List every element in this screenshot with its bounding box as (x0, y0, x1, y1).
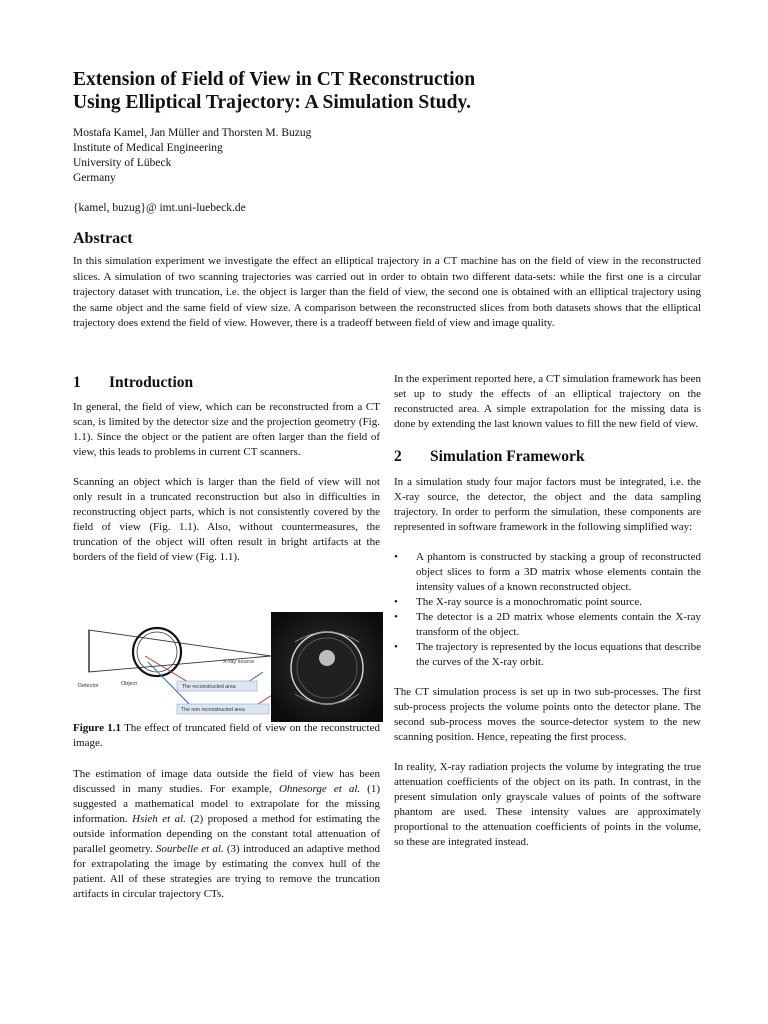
left-column (73, 372, 380, 565)
abstract-text: In this simulation experiment we investigate the effect an elliptical trajectory in a CT machine has on the field of view in the reconstructed slices. A simulation of two scanning trajectories was carried out in order to obtain two different data-sets: while the first one is a circular trajectory dataset with truncation, i.e. the object is larger than the field of view, the second one is obtained with an elliptical trajectory using the same object and the same field of view size. A comparison between the reconstructed slices from both datasets shows that the elliptical trajectory does extend the field of view. However, there is a tradeoff between field of view and image quality. (73, 255, 701, 329)
label-xray-source: X-ray source (223, 659, 255, 665)
reference-hsieh: Hsieh et al. (132, 813, 186, 825)
list-item (394, 610, 701, 640)
section-heading-introduction (73, 372, 380, 394)
right-column (394, 372, 701, 850)
email: {kamel, buzug}@ imt.uni-luebeck.de (73, 202, 246, 214)
list-item-text: The X-ray source is a monochromatic point source. (416, 596, 643, 608)
caption-text: The effect of truncated field of view on the reconstructed image. (73, 722, 380, 749)
component-list (394, 550, 701, 670)
figure-caption (73, 721, 380, 751)
section-heading-simulation (394, 446, 701, 468)
bullet: • (394, 551, 398, 563)
list-item-text: The trajectory is represented by the locus equations that describe the curves of the X-ray orbit. (416, 641, 701, 668)
intro-paragraph-2: Scanning an object which is larger than the field of view will not only result in a truncated reconstruction but also in difficulties in reconstructing object parts, which is not consistently covered by the field of view (Fig. 1.1). Also, without countermeasures, the truncation of the object will often result in bright artifacts at the borders of the field of view (Fig. 1.1). (73, 476, 380, 563)
reference-sourbelle: Sourbelle et al. (155, 843, 224, 855)
figure-diagram (73, 612, 383, 722)
ct-bright-ring (291, 632, 363, 704)
p3-text-d: (3) introduced an adaptive method for extrapolating the image by estimating the convex hull of the patient. All of these strategies are trying to remove the truncation artifacts in circular trajectory CTs. (73, 843, 381, 900)
left-column-lower (73, 767, 380, 902)
ct-structure (319, 650, 335, 666)
authors: Mostafa Kamel, Jan Müller and Thorsten M. Buzug (73, 127, 312, 139)
title-line-2: Using Elliptical Trajectory: A Simulation Study. (73, 92, 471, 113)
affiliation-country: Germany (73, 172, 116, 184)
reference-ohnesorge: Ohnesorge et al. (278, 783, 361, 795)
intro-paragraph-right: In the experiment reported here, a CT simulation framework has been set up to study the effects of an elliptical trajectory on the reconstructed area. A simple extrapolation for the missing data is done by extending the last known values to fill the new field of view. (394, 373, 701, 430)
p3-text-a: The estimation of image data outside the field of view has been discussed in many studies. For example, (73, 768, 380, 795)
intro-paragraph-3 (73, 767, 380, 902)
p3-text-c: (2) proposed a method for estimating the outside information depending on the constant total attenuation of parallel geometry. (73, 813, 380, 855)
sim-paragraph-3: In reality, X-ray radiation projects the volume by integrating the true attenuation coefficients of the object on its path. In contrast, in the present simulation only grayscale values of points of the software phantom are used. These intensity values are approximately proportional to the attenuation coefficients of points in the volume, so these are integrated instead. (394, 761, 701, 848)
affiliation-university: University of Lübeck (73, 157, 172, 169)
section-title: Introduction (109, 374, 194, 391)
section-title: Simulation Framework (430, 448, 585, 465)
section-number: 1 (73, 374, 81, 391)
caption-label: Figure 1.1 (73, 722, 121, 734)
sim-paragraph-2: The CT simulation process is set up in two sub-processes. The first sub-process projects the volume points onto the detector plane. The second sub-process moves the source-detector system to the new scanning position. Hence, repeating the first process. (394, 686, 701, 743)
intro-paragraph-1: In general, the field of view, which can be reconstructed from a CT scan, is limited by the detector size and the projection geometry (Fig. 1.1). Since the object or the patient are often larger than the field of view, this leads to problems in current CT scanners. (73, 401, 380, 458)
list-item (394, 595, 701, 610)
author-block (73, 126, 573, 186)
label-object: Object (121, 681, 137, 687)
abstract-heading: Abstract (73, 230, 133, 247)
bullet: • (394, 596, 398, 608)
sim-paragraph-1: In a simulation study four major factors must be integrated, i.e. the X-ray source, the detector, the object and the data sampling trajectory. In order to perform the simulation, these components are represented in software framework in the following simplified way: (394, 476, 701, 533)
affiliation-institute: Institute of Medical Engineering (73, 142, 223, 154)
bullet: • (394, 611, 398, 623)
list-item (394, 550, 701, 595)
list-item-text: The detector is a 2D matrix whose elements contain the X-ray transform of the object. (416, 611, 701, 638)
title-line-1: Extension of Field of View in CT Reconstruction (73, 69, 476, 90)
list-item-text: A phantom is constructed by stacking a group of reconstructed object slices to form a 3D matrix whose elements contain the intensity values of a known reconstructed object. (416, 551, 701, 593)
p3-text-b: (1) suggested a mathematical model to extrapolate for the missing information. (73, 783, 380, 825)
figure-1-1 (73, 612, 383, 722)
section-number: 2 (394, 448, 402, 465)
label-non-reconstructed-area: The non reconstructed area (181, 707, 245, 713)
label-detector: Detector (78, 683, 99, 689)
list-item (394, 640, 701, 670)
label-reconstructed-area: The reconstructed area (182, 684, 236, 690)
paper-title (73, 68, 713, 114)
bullet: • (394, 641, 398, 653)
